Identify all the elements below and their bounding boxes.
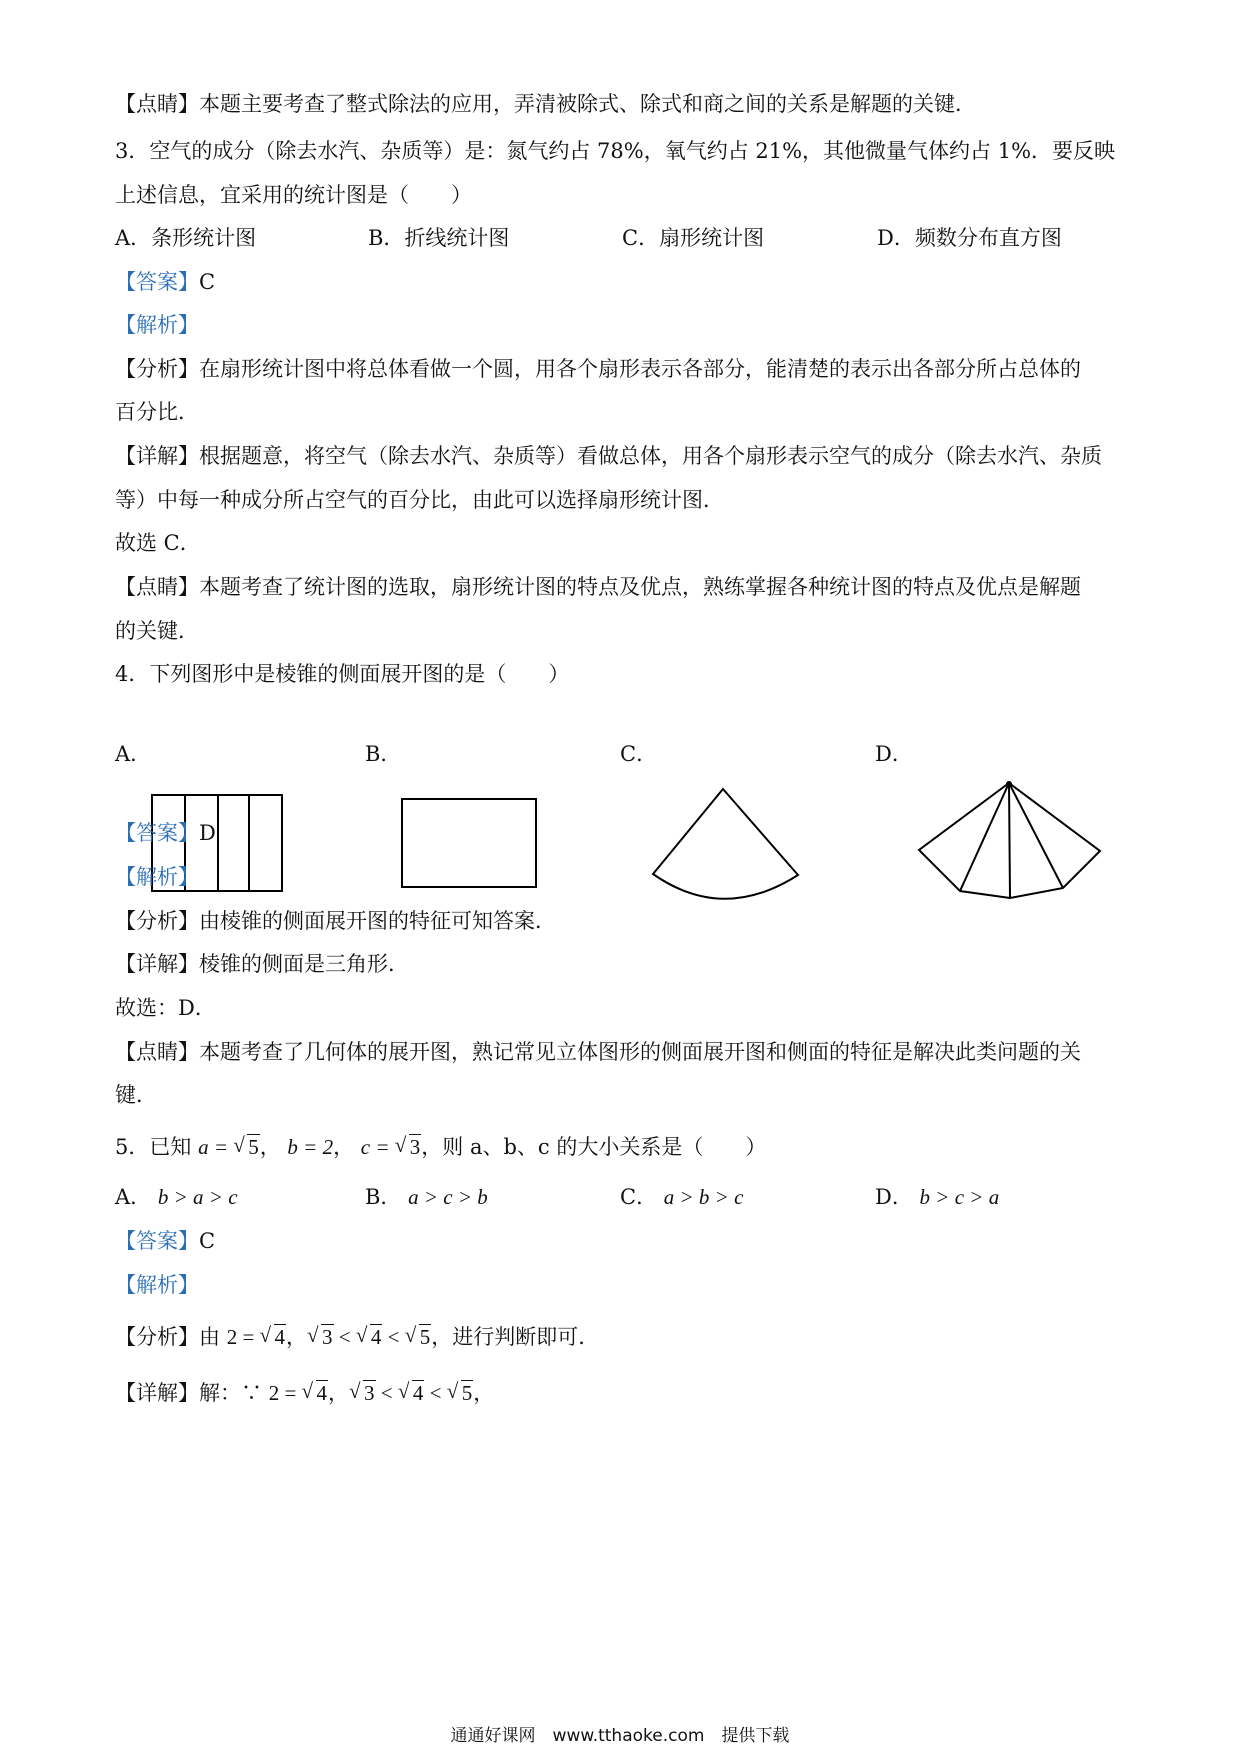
- c-equation: c = √ 3: [361, 1135, 422, 1159]
- fenxi-tag: 【分析】: [115, 1325, 199, 1349]
- q5-stem: 5．已知 a = √ 5， b = 2， c = √ 3，则 a、b、c 的大小关系是（ ）: [115, 1132, 1140, 1162]
- apex-dot: [1006, 781, 1012, 787]
- q4-answer-line: [115, 818, 1140, 848]
- fenxi-tag: 【分析】: [115, 357, 199, 381]
- q4-conclusion: 故选：D．: [115, 996, 216, 1020]
- fenxi-text: 由棱锥的侧面展开图的特征可知答案．: [199, 909, 556, 933]
- answer-tag: 【答案】: [115, 270, 199, 294]
- xiangjie-text: 棱锥的侧面是三角形．: [199, 952, 409, 976]
- answer-tag: 【答案】: [115, 1229, 199, 1253]
- q4-xiangjie-line: [115, 949, 1140, 979]
- q3-tip-line1: [115, 572, 1140, 602]
- fenxi-suffix: ，进行判断即可．: [431, 1325, 600, 1349]
- answer-value: D: [199, 821, 216, 845]
- xiangjie-tag: 【详解】: [115, 952, 199, 976]
- q5-xiangjie-line: [115, 1378, 1140, 1408]
- q4-option-c-label: C．: [620, 742, 658, 766]
- fenxi-formula: 2 = √ 4，√ 3 < √ 4 < √ 5: [227, 1325, 432, 1349]
- xiangjie-text: 根据题意，将空气（除去水汽、杂质等）看做总体，用各个扇形表示空气的成分（除去水汽、杂质: [199, 444, 1102, 468]
- analysis-tag: 【解析】: [115, 865, 199, 889]
- a-equation: a = √ 5: [198, 1135, 260, 1159]
- q5-fenxi-line: [115, 1322, 1140, 1352]
- answer-tag: 【答案】: [115, 821, 199, 845]
- xiangjie-formula: 2 = √ 4，√ 3 < √ 4 < √ 5，: [269, 1381, 495, 1405]
- q5-option-d: D． b > c > a: [875, 1185, 1000, 1209]
- q4-option-a-label: A．: [115, 742, 152, 766]
- tip-text: 本题考查了几何体的展开图，熟记常见立体图形的侧面展开图和侧面的特征是解决此类问题的关: [199, 1040, 1081, 1064]
- fenxi-prefix: 由: [199, 1325, 220, 1349]
- answer-value: C: [199, 270, 216, 294]
- q3-option-c: C．扇形统计图: [622, 226, 765, 250]
- tip-text: 本题主要考查了整式除法的应用，弄清被除式、除式和商之间的关系是解题的关键．: [199, 92, 976, 116]
- q5-stem-suffix: ，则 a、b、c 的大小关系是（ ）: [421, 1135, 767, 1159]
- q2-tip-line: [115, 89, 1140, 119]
- q3-xiangjie-line1: [115, 441, 1140, 471]
- q4-option-d-label: D．: [875, 742, 913, 766]
- tip-tag: 【点睛】: [115, 575, 199, 599]
- q3-tip-line2: 的关键．: [115, 619, 199, 643]
- xiangjie-tag: 【详解】: [115, 1381, 199, 1405]
- q3-conclusion: 故选 C．: [115, 531, 201, 555]
- q5-stem-prefix: 5．已知: [115, 1135, 192, 1159]
- q3-stem-line1: 3．空气的成分（除去水汽、杂质等）是：氮气约占 78%，氧气约占 21%，其他微量气体约占 1%．要反映: [115, 139, 1116, 163]
- q4-tip-line2: 键．: [115, 1083, 157, 1107]
- q4-fenxi-line: [115, 906, 1140, 936]
- b-equation: b = 2: [287, 1135, 334, 1159]
- xiangjie-tag: 【详解】: [115, 444, 199, 468]
- page-footer: 通通好课网 www.tthaoke.com 提供下载: [450, 1726, 790, 1746]
- q3-option-d: D．频数分布直方图: [877, 226, 1062, 250]
- tip-text: 本题考查了统计图的选取，扇形统计图的特点及优点，熟练掌握各种统计图的特点及优点是解题: [199, 575, 1081, 599]
- q4-stem: 4．下列图形中是棱锥的侧面展开图的是（ ）: [115, 662, 570, 686]
- q4-option-b-label: B．: [365, 742, 402, 766]
- q3-fenxi-line2: 百分比．: [115, 400, 199, 424]
- answer-value: C: [199, 1229, 216, 1253]
- q5-answer-line: [115, 1226, 1140, 1256]
- tip-tag: 【点睛】: [115, 92, 199, 116]
- q3-stem-line2: 上述信息，宜采用的统计图是（ ）: [115, 183, 472, 207]
- q5-option-a: A． b > a > c: [115, 1185, 238, 1209]
- q3-option-a: A．条形统计图: [115, 226, 257, 250]
- q3-fenxi-line1: [115, 354, 1140, 384]
- q4-analysis-heading: [115, 862, 1140, 892]
- q3-xiangjie-line2: 等）中每一种成分所占空气的百分比，由此可以选择扇形统计图．: [115, 488, 724, 512]
- q3-option-b: B．折线统计图: [368, 226, 510, 250]
- tip-tag: 【点睛】: [115, 1040, 199, 1064]
- q5-option-c: C． a > b > c: [620, 1185, 744, 1209]
- q4-tip-line1: [115, 1037, 1140, 1067]
- analysis-tag: 【解析】: [115, 313, 199, 337]
- fenxi-text: 在扇形统计图中将总体看做一个圆，用各个扇形表示各部分，能清楚的表示出各部分所占总体的: [199, 357, 1081, 381]
- fenxi-tag: 【分析】: [115, 909, 199, 933]
- q3-answer-line: [115, 267, 1140, 297]
- xiangjie-prefix: 解：∵: [199, 1381, 262, 1405]
- q5-analysis-heading: [115, 1270, 1140, 1300]
- q3-analysis-heading: [115, 310, 1140, 340]
- q5-option-b: B． a > c > b: [365, 1185, 488, 1209]
- analysis-tag: 【解析】: [115, 1273, 199, 1297]
